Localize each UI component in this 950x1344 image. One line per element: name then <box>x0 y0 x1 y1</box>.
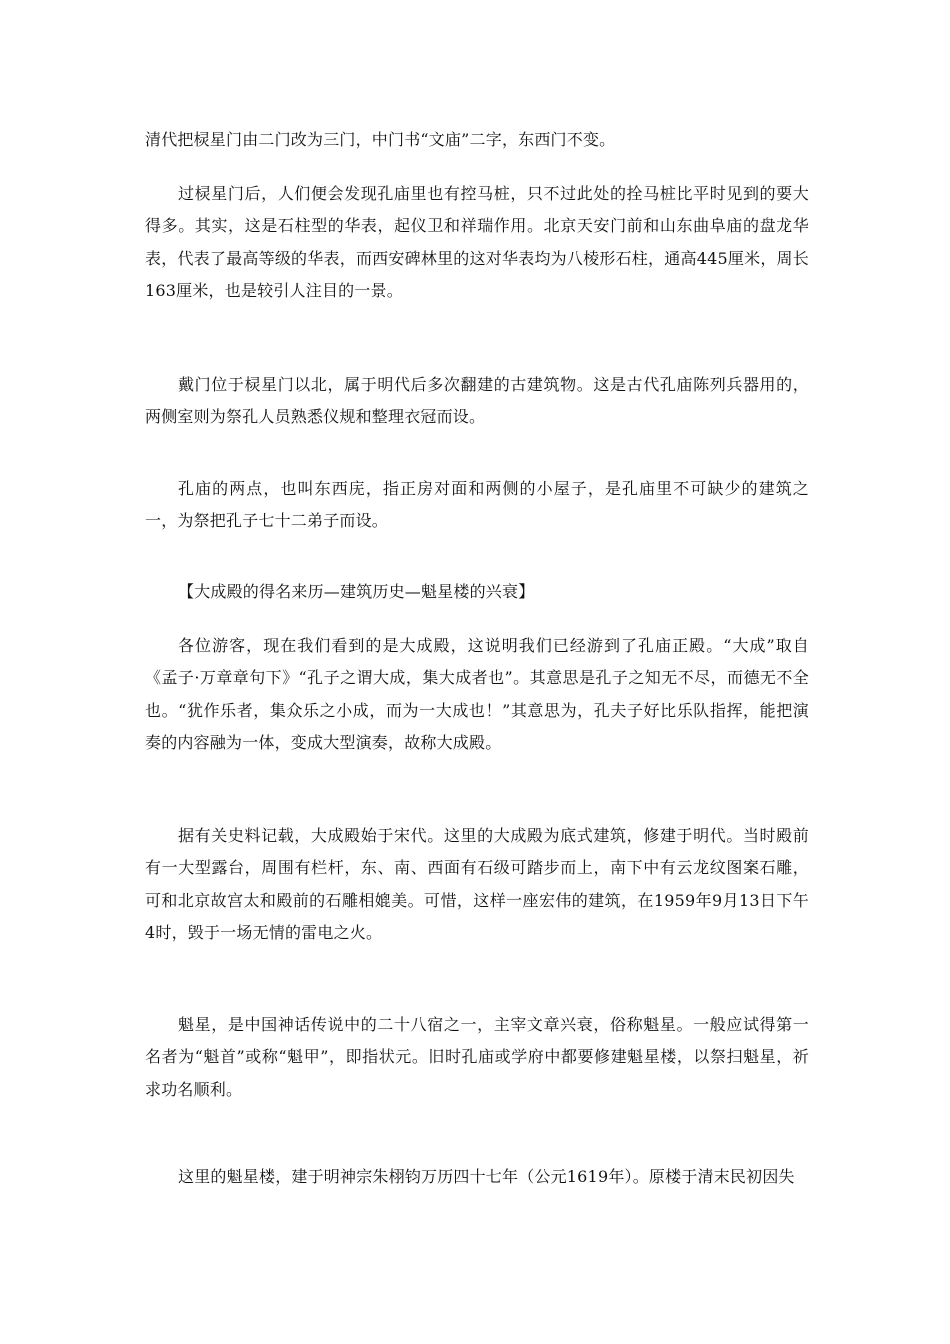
paragraph-2: 过棂星门后，人们便会发现孔庙里也有控马桩，只不过此处的拴马桩比平时见到的要大得多。其实，这是石柱型的华表，起仪卫和祥瑞作用。北京天安门前和山东曲阜庙的盘龙华表，代表了最高等级的华表，而西安碑林里的这对华表均为八棱形石柱，通高445厘米，周长163厘米，也是较引人注目的一景。 <box>145 184 809 301</box>
paragraph-7: 魁星，是中国神话传说中的二十八宿之一，主宰文章兴衰，俗称魁星。一般应试得第一名者为“魁首”或称“魁甲”，即指状元。旧时孔庙或学府中都要修建魁星楼，以祭扫魁星，祈求功名顺利。 <box>145 1015 809 1099</box>
paragraph-1: 清代把棂星门由二门改为三门，中门书“文庙”二字，东西门不变。 <box>145 130 616 149</box>
section-heading: 【大成殿的得名来历—建筑历史—魁星楼的兴衰】 <box>178 582 535 601</box>
paragraph-3: 戴门位于棂星门以北，属于明代后多次翻建的古建筑物。这是古代孔庙陈列兵器用的，两侧室则为祭孔人员熟悉仪规和整理衣冠而设。 <box>145 375 809 427</box>
paragraph-6: 据有关史料记载，大成殿始于宋代。这里的大成殿为底式建筑，修建于明代。当时殿前有一大型露台，周围有栏杆，东、南、西面有石级可踏步而上，南下中有云龙纹图案石雕，可和北京故宫太和殿前的石雕相媲美。可惜，这样一座宏伟的建筑，在1959年9月13日下午4时，毁于一场无情的雷电之火。 <box>145 826 809 943</box>
paragraph-4: 孔庙的两点，也叫东西庑，指正房对面和两侧的小屋子，是孔庙里不可缺少的建筑之一，为祭把孔子七十二弟子而设。 <box>145 479 809 531</box>
paragraph-5: 各位游客，现在我们看到的是大成殿，这说明我们已经游到了孔庙正殿。“大成”取自《孟子·万章章句下》“孔子之谓大成，集大成者也”。其意思是孔子之知无不尽，而德无不全也。“犹作乐者，集众乐之小成，而为一大成也！”其意思为，孔夫子好比乐队指挥，能把演奏的内容融为一体，变成大型演奏，故称大成殿。 <box>145 636 809 753</box>
paragraph-8: 这里的魁星楼，建于明神宗朱栩钧万历四十七年（公元1619年）。原楼于清末民初因失 <box>178 1167 795 1186</box>
